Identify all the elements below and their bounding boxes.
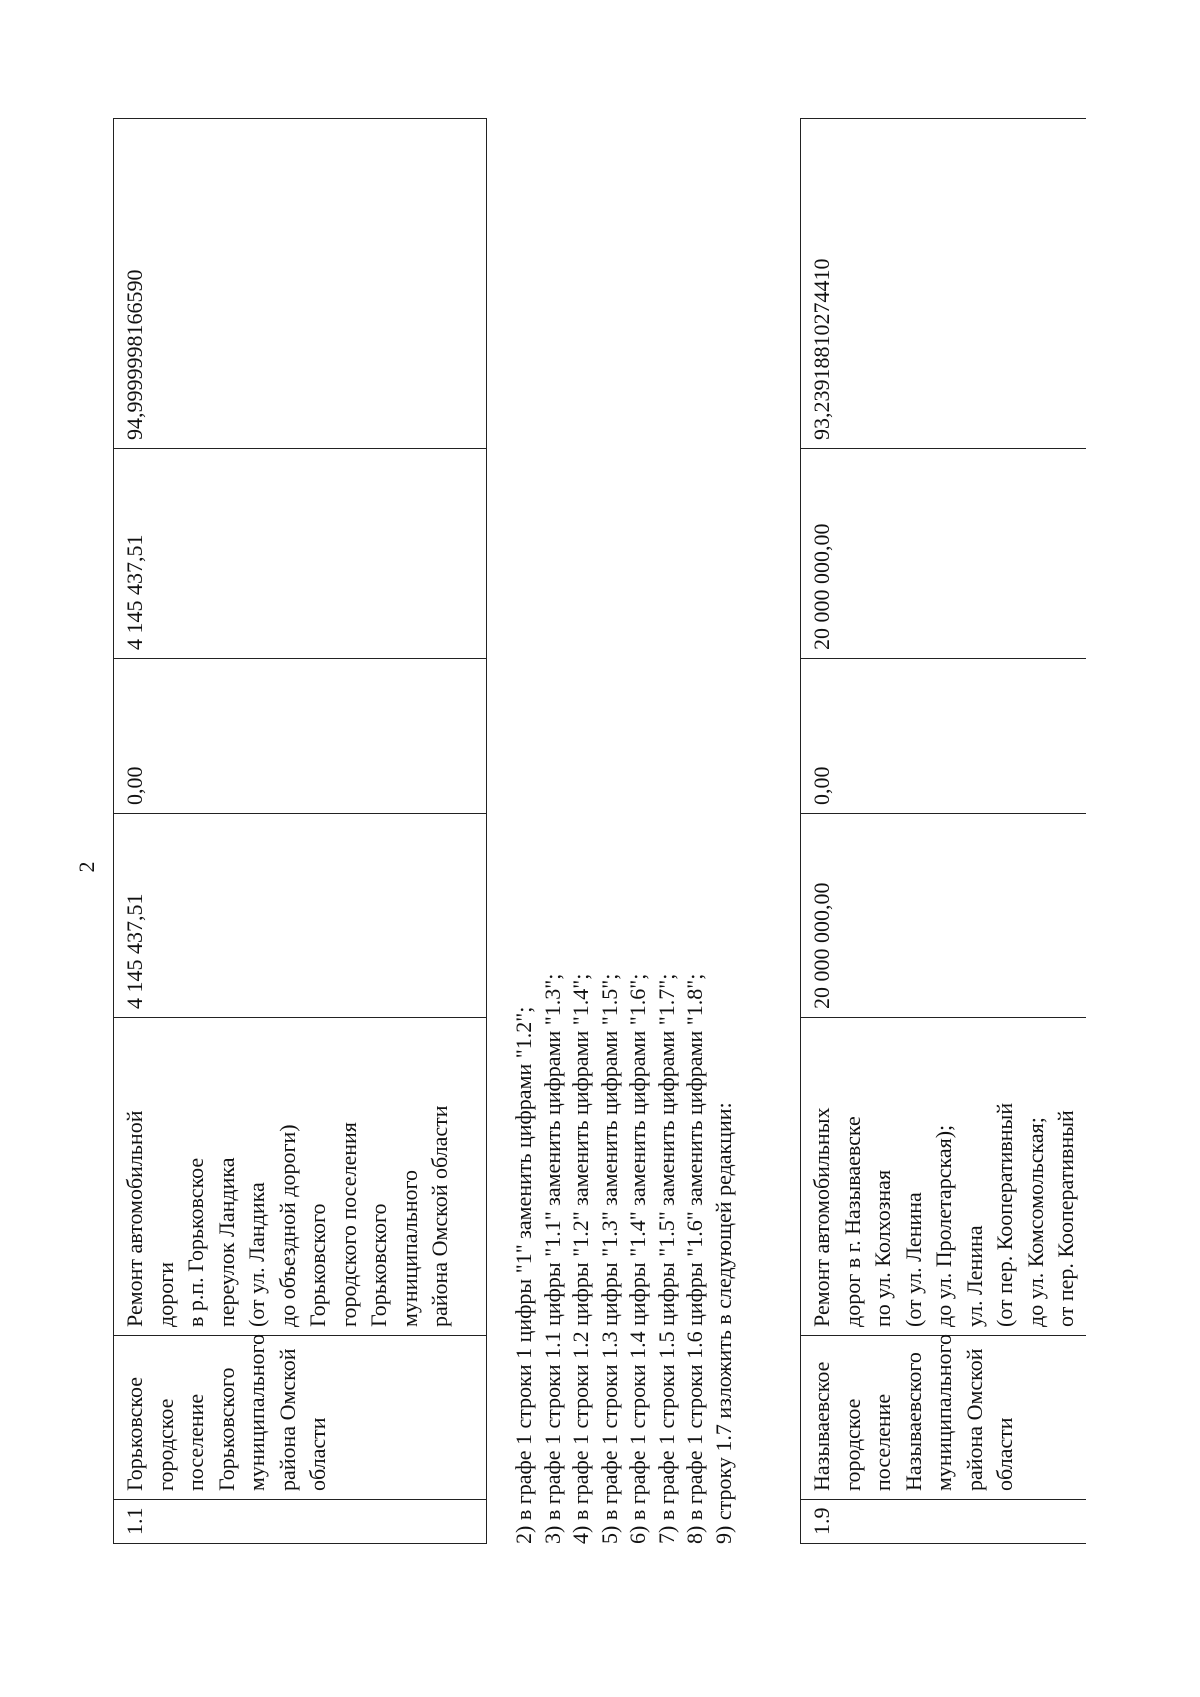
amendment-item: 6) в графе 1 строки 1.4 цифры "1.4" заменить цифрами "1.6"; bbox=[625, 973, 650, 1544]
municipality-cell: Горьковское городское поселение Горьковского муниципального района Омской области bbox=[114, 1336, 487, 1500]
table-row bbox=[114, 119, 487, 1544]
value-3-cell: 20 000 000,00 bbox=[801, 449, 1086, 659]
value-2-cell: 0,00 bbox=[801, 659, 1086, 814]
object-cell: Ремонт автомобильных дорог в г. Называевске по ул. Колхозная (от ул. Ленина до ул. Пролетарская); ул. Ленина (от пер. Кооперативный до ул. Комсомольская; от пер. Кооперативный bbox=[801, 1018, 1086, 1336]
amendment-item: 2) в графе 1 строки 1 цифры "1" заменить цифрами "1.2"; bbox=[511, 1006, 536, 1544]
object-cell: Ремонт автомобильной дороги в р.п. Горьковское переулок Ландика (от ул. Ландика до объездной дороги) Горьковского городского поселения Горьковского муниципального района Омской области bbox=[114, 1018, 487, 1336]
table-row-1-1 bbox=[113, 118, 487, 1544]
amendment-item: 9) строку 1.7 изложить в следующей редакции: bbox=[710, 1102, 736, 1544]
amendment-item: 8) в графе 1 строки 1.6 цифры "1.6" заменить цифрами "1.8"; bbox=[682, 973, 707, 1544]
value-3-cell: 4 145 437,51 bbox=[114, 449, 487, 659]
page-number: 2 bbox=[74, 861, 99, 873]
municipality-cell: Называевское городское поселение Называевского муниципального района Омской области bbox=[801, 1336, 1086, 1500]
percent-cell: 94,9999998166590 bbox=[114, 119, 487, 449]
total-cell: 4 145 437,51 bbox=[114, 814, 487, 1018]
value-2-cell: 0,00 bbox=[114, 659, 487, 814]
total-cell: 20 000 000,00 bbox=[801, 814, 1086, 1018]
table-row bbox=[801, 119, 1086, 1544]
amendment-item: 5) в графе 1 строки 1.3 цифры "1.3" заменить цифрами "1.5"; bbox=[596, 973, 622, 1544]
amendment-item: 3) в графе 1 строки 1.1 цифры "1.1" заменить цифрами "1.3"; bbox=[539, 973, 565, 1544]
amendment-item: 4) в графе 1 строки 1.2 цифры "1.2" заменить цифрами "1.4"; bbox=[568, 973, 593, 1544]
row-number-cell: 1.9 bbox=[801, 1500, 1086, 1544]
table-row-1-9 bbox=[800, 118, 1086, 1544]
amendment-item: 7) в графе 1 строки 1.5 цифры "1.5" заменить цифрами "1.7"; bbox=[653, 973, 679, 1544]
row-number-cell: 1.1 bbox=[114, 1500, 487, 1544]
amendments-list bbox=[510, 244, 738, 1544]
percent-cell: 93,2391881027441​0 bbox=[801, 119, 1086, 449]
